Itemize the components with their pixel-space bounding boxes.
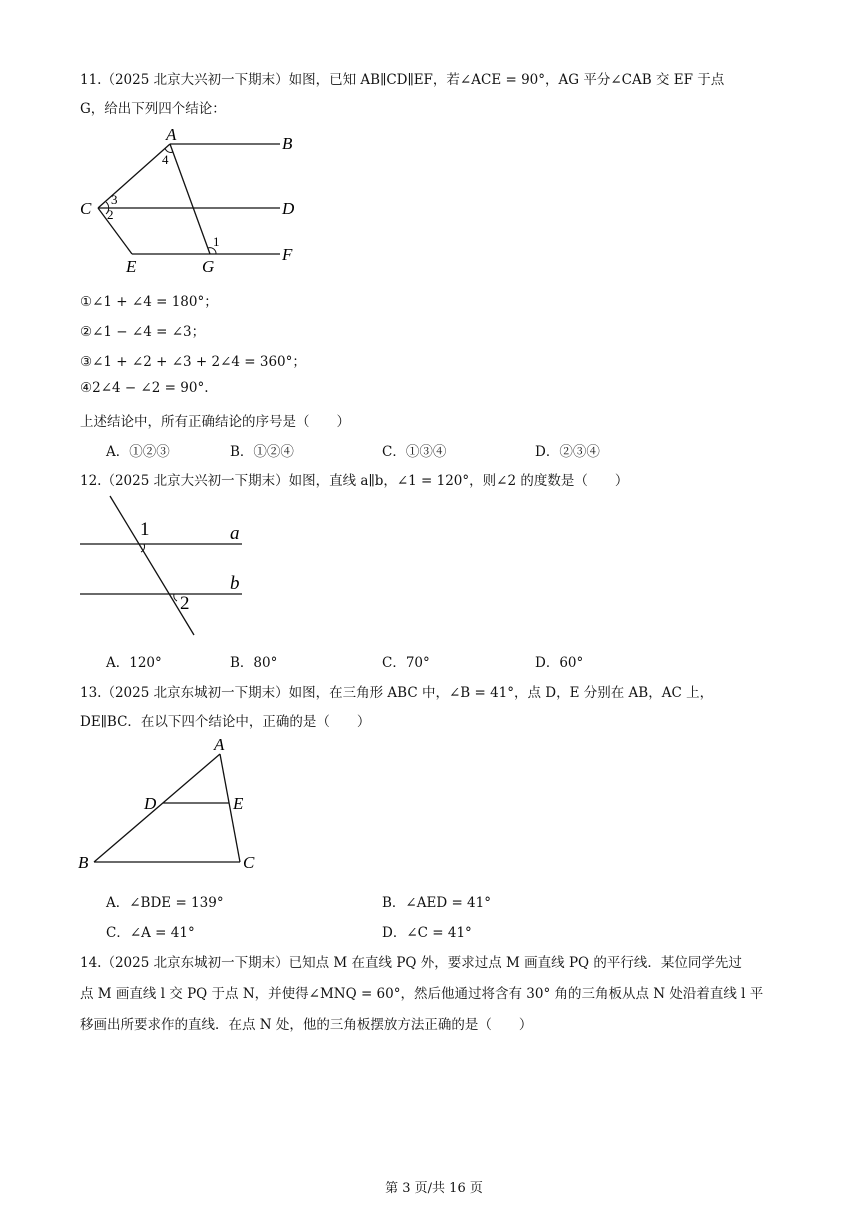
q11-figure [70, 124, 310, 276]
q12-figure [70, 492, 270, 640]
q11-prompt: 上述结论中，所有正确结论的序号是（ ） [80, 414, 350, 430]
q11-angle-1: 1 [213, 234, 220, 249]
q13-option-d: D．∠C = 41° [382, 925, 472, 941]
q13-option-b: B．∠AED = 41° [382, 895, 491, 911]
q12-stem: 12.（2025 北京大兴初一下期末）如图，直线 a∥b，∠1 = 120°，则∠2 的度数是（ ） [80, 473, 629, 489]
q13-figure [70, 734, 270, 876]
q11-stem-line2: G，给出下列四个结论： [80, 101, 226, 117]
q11-label-F: F [282, 245, 293, 264]
q13-label-B: B [78, 853, 89, 872]
q11-label-C: C [80, 199, 92, 218]
q11-option-b: B．①②④ [230, 444, 294, 460]
q11-option-c: C．①③④ [382, 444, 447, 460]
q13-label-C: C [243, 853, 255, 872]
q12-label-b: b [230, 573, 240, 594]
q14-line3: 移画出所要求作的直线．在点 N 处，他的三角板摆放方法正确的是（ ） [80, 1017, 533, 1033]
q13-stem-line1: 13.（2025 北京东城初一下期末）如图，在三角形 ABC 中，∠B = 41°，点 D，E 分别在 AB，AC 上， [80, 685, 714, 701]
q11-option-a: A．①②③ [106, 444, 170, 460]
q11-angle-4: 4 [162, 152, 169, 167]
q11-conclusion-1: ①∠1 + ∠4 = 180°； [80, 294, 218, 310]
q11-option-d: D．②③④ [535, 444, 600, 460]
q12-option-b: B．80° [230, 655, 278, 671]
q12-option-c: C．70° [382, 655, 430, 671]
q11-label-A: A [166, 125, 177, 144]
q13-label-A: A [214, 735, 225, 754]
q14-line1: 14.（2025 北京东城初一下期末）已知点 M 在直线 PQ 外，要求过点 M 画直线 PQ 的平行线．某位同学先过 [80, 955, 742, 971]
q12-label-a: a [230, 523, 240, 544]
q11-angle-3: 3 [111, 192, 118, 207]
q12-angle-1: 1 [140, 519, 150, 540]
q11-label-E: E [126, 257, 137, 276]
q11-conclusion-4: ④2∠4 − ∠2 = 90°. [80, 380, 209, 396]
q11-angle-2: 2 [107, 207, 114, 222]
q11-conclusion-2: ②∠1 − ∠4 = ∠3； [80, 324, 206, 340]
q11-label-G: G [202, 257, 215, 276]
q13-option-c: C．∠A = 41° [106, 925, 195, 941]
page-footer: 第 3 页/共 16 页 [385, 1181, 483, 1196]
q12-option-a: A．120° [106, 655, 162, 671]
q13-label-E: E [233, 794, 244, 813]
q14-line2: 点 M 画直线 l 交 PQ 于点 N，并使得∠MNQ = 60°，然后他通过将含有 30° 角的三角板从点 N 处沿着直线 l 平 [80, 986, 764, 1002]
q13-option-a: A．∠BDE = 139° [106, 895, 224, 911]
q12-angle-2: 2 [180, 593, 190, 614]
q11-conclusion-3: ③∠1 + ∠2 + ∠3 + 2∠4 = 360°； [80, 354, 306, 370]
q13-label-D: D [144, 794, 157, 813]
q12-option-d: D．60° [535, 655, 584, 671]
q13-stem-line2: DE∥BC．在以下四个结论中，正确的是（ ） [80, 714, 371, 730]
q11-stem-line1: 11.（2025 北京大兴初一下期末）如图，已知 AB∥CD∥EF，若∠ACE = 90°，AG 平分∠CAB 交 EF 于点 [80, 72, 725, 88]
q11-label-B: B [282, 134, 293, 153]
q11-label-D: D [282, 199, 295, 218]
